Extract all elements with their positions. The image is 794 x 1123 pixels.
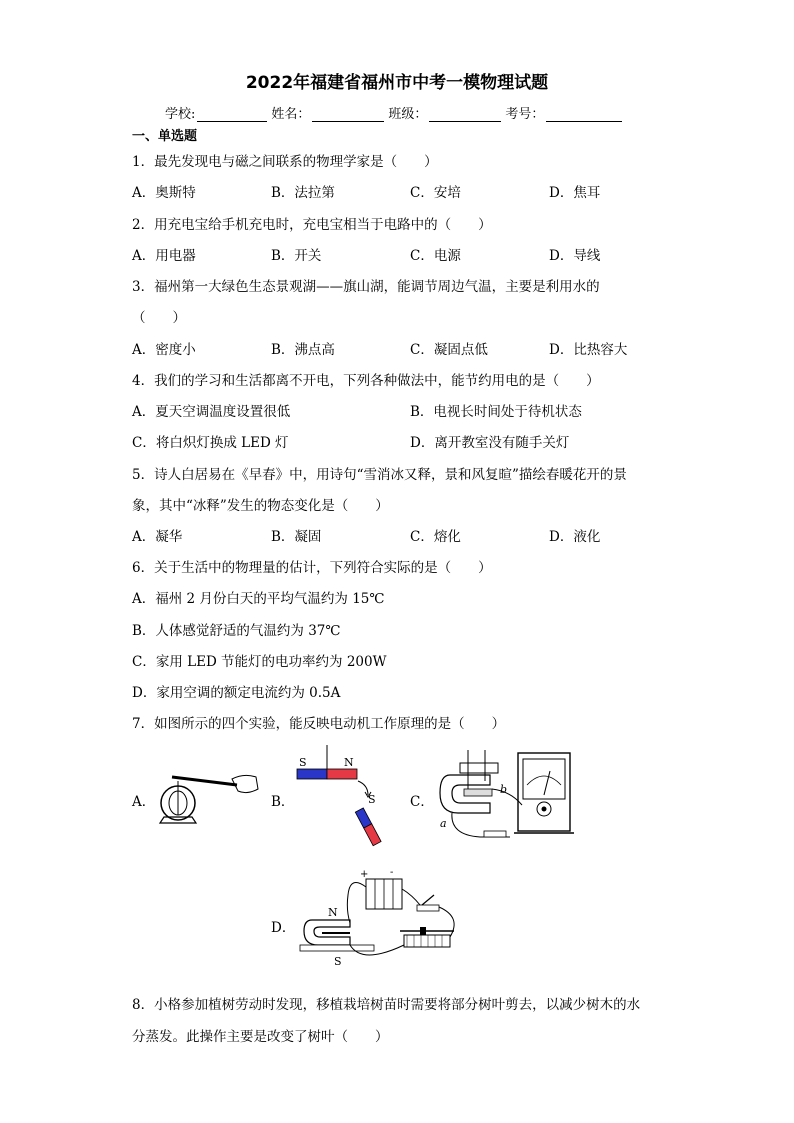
- q2-option-c: C．电源: [410, 248, 461, 264]
- question-8-stem: 8．小格参加植树劳动时发现，移植栽培树苗时需要将部分树叶剪去，以减少树木的水: [132, 997, 641, 1013]
- q6-option-b: B．人体感觉舒适的气温约为 37℃: [132, 623, 341, 639]
- q7-figure-b-label: B．: [271, 794, 295, 810]
- question-6-stem: 6．关于生活中的物理量的估计，下列符合实际的是（ ）: [132, 560, 492, 576]
- school-label: 学校:: [165, 107, 196, 122]
- question-3-stem-cont: （ ）: [132, 310, 186, 326]
- q3-option-c: C．凝固点低: [410, 342, 488, 358]
- q7-figure-c: [430, 745, 580, 850]
- question-5-stem-cont: 象，其中“冰释”发生的物态变化是（ ）: [132, 498, 389, 514]
- battery-plus: +: [360, 869, 369, 880]
- q2-option-a: A．用电器: [132, 248, 196, 264]
- q6-option-c: C．家用 LED 节能灯的电功率约为 200W: [132, 654, 387, 670]
- q7-figure-d: [292, 865, 472, 970]
- q6-option-a: A．福州 2 月份白天的平均气温约为 15℃: [132, 591, 385, 607]
- wire-end-a: a: [440, 817, 447, 830]
- question-2-stem: 2．用充电宝给手机充电时，充电宝相当于电路中的（ ）: [132, 217, 492, 233]
- school-blank[interactable]: [197, 107, 267, 122]
- q7-figure-c-label: C．: [410, 794, 434, 810]
- student-info-bar: [165, 103, 626, 122]
- q3-option-a: A．密度小: [132, 342, 196, 358]
- q1-option-c: C．安培: [410, 185, 461, 201]
- class-label: 班级：: [388, 107, 428, 122]
- q3-option-d: D．比热容大: [549, 342, 628, 358]
- needle-s-pole: S: [368, 793, 376, 806]
- question-3-stem: 3．福州第一大绿色生态景观湖——旗山湖，能调节周边气温，主要是利用水的: [132, 279, 600, 295]
- wire-end-b: b: [500, 783, 508, 796]
- q7-figure-a: [152, 755, 262, 830]
- question-8-stem-cont: 分蒸发。此操作主要是改变了树叶（ ）: [132, 1029, 389, 1045]
- battery-minus: -: [390, 867, 394, 878]
- q6-option-d: D．家用空调的额定电流约为 0.5A: [132, 685, 341, 701]
- section-heading: 一、单选题: [132, 129, 198, 144]
- q5-option-a: A．凝华: [132, 529, 183, 545]
- q1-option-d: D．焦耳: [549, 185, 601, 201]
- question-4-stem: 4．我们的学习和生活都离不开电，下列各种做法中，能节约用电的是（ ）: [132, 373, 600, 389]
- q5-option-b: B．凝固: [271, 529, 322, 545]
- exam-number-blank[interactable]: [546, 107, 622, 122]
- question-1-stem: 1．最先发现电与磁之间联系的物理学家是（ ）: [132, 154, 438, 170]
- horseshoe-n-pole: N: [328, 906, 338, 919]
- q2-option-d: D．导线: [549, 248, 601, 264]
- q7-figure-b: [292, 745, 392, 855]
- page-title: 2022年福建省福州市中考一模物理试题: [245, 73, 549, 93]
- exam-number-label: 考号：: [505, 107, 545, 122]
- question-7-stem: 7．如图所示的四个实验，能反映电动机工作原理的是（ ）: [132, 716, 506, 732]
- q1-option-b: B．法拉第: [271, 185, 335, 201]
- q1-option-a: A．奥斯特: [132, 185, 196, 201]
- q4-option-a: A．夏天空调温度设置很低: [132, 404, 291, 420]
- q4-option-b: B．电视长时间处于待机状态: [410, 404, 582, 420]
- q2-option-b: B．开关: [271, 248, 322, 264]
- q4-option-d: D．离开教室没有随手关灯: [410, 435, 570, 451]
- horseshoe-s-pole: S: [334, 955, 342, 968]
- q4-option-c: C．将白炽灯换成 LED 灯: [132, 435, 289, 451]
- q5-option-d: D．液化: [549, 529, 601, 545]
- name-label: 姓名：: [271, 107, 311, 122]
- question-5-stem: 5．诗人白居易在《早春》中，用诗句“雪消冰又释，景和风复暄”描绘春暖花开的景: [132, 467, 627, 483]
- q7-figure-a-label: A．: [132, 794, 156, 810]
- bar-magnet-n-pole: N: [344, 756, 354, 769]
- class-blank[interactable]: [429, 107, 501, 122]
- q3-option-b: B．沸点高: [271, 342, 335, 358]
- q7-figure-d-label: D．: [271, 920, 296, 936]
- q5-option-c: C．熔化: [410, 529, 461, 545]
- name-blank[interactable]: [312, 107, 384, 122]
- bar-magnet-s-pole: S: [299, 756, 307, 769]
